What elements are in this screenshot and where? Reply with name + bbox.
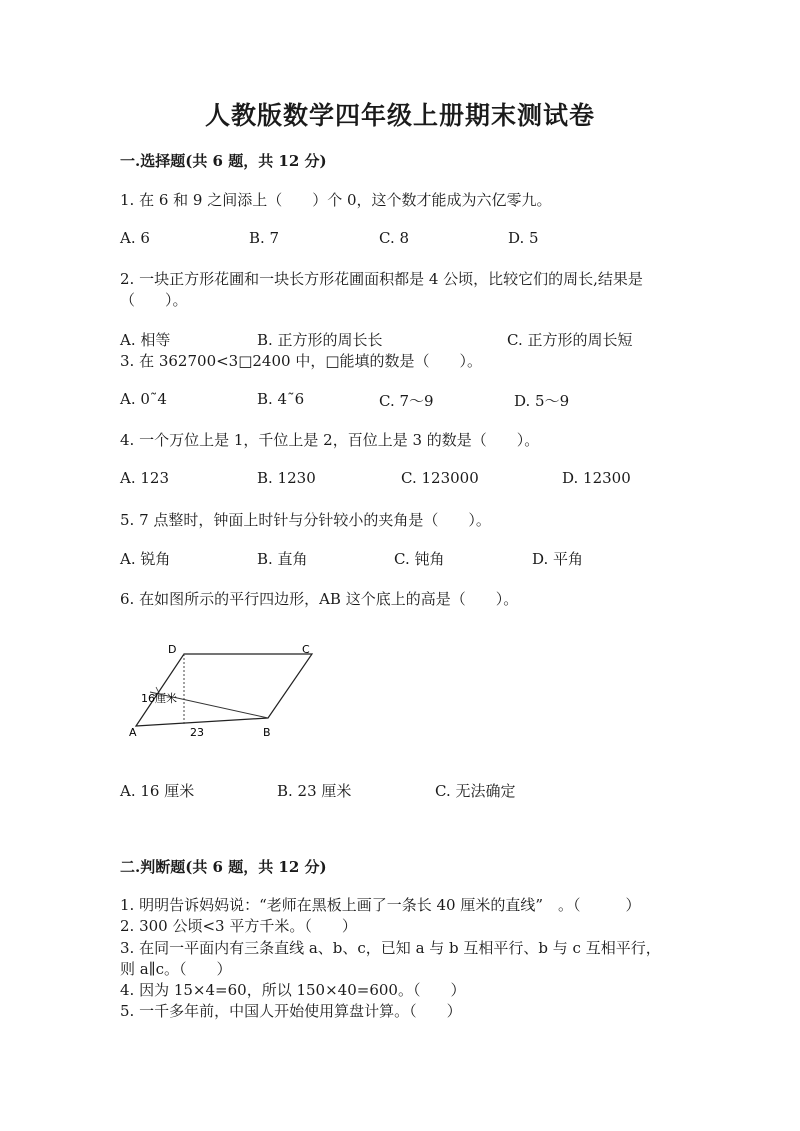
judgment-question-5: 5. 一千多年前，中国人开始使用算盘计算。（ ） <box>120 1002 462 1020</box>
label-c: C <box>302 643 310 656</box>
option-d: D. 5 <box>508 229 539 247</box>
option-a: A. 123 <box>120 469 169 487</box>
label-d: D <box>168 643 177 656</box>
question-1: 1. 在 6 和 9 之间添上（ ）个 0，这个数才能成为六亿零九。 <box>120 191 552 209</box>
option-a: A. 16 厘米 <box>120 782 195 800</box>
judgment-question-4: 4. 因为 15×4=60，所以 150×40=600。（ ） <box>120 981 466 999</box>
parallelogram-outline <box>136 654 312 726</box>
option-a: A. 0˜4 <box>120 390 167 408</box>
option-b: B. 正方形的周长长 <box>257 331 383 349</box>
parallelogram-figure <box>120 635 330 745</box>
question-2: 2. 一块正方形花圃和一块长方形花圃面积都是 4 公顷，比较它们的周长,结果是 <box>120 270 643 288</box>
option-a: A. 锐角 <box>120 550 171 568</box>
option-a: A. 6 <box>120 229 150 247</box>
section-heading-judgment: 二.判断题(共 6 题，共 12 分) <box>120 858 327 876</box>
option-c: C. 8 <box>379 229 410 247</box>
judgment-question-3: 3. 在同一平面内有三条直线 a、b、c，已知 a 与 b 互相平行、b 与 c 互相平行， <box>120 939 661 957</box>
label-a: A <box>129 726 137 739</box>
option-c: C. 正方形的周长短 <box>507 331 633 349</box>
judgment-question-3-continued: 则 a∥c。（ ） <box>120 960 232 978</box>
option-d: D. 5～9 <box>514 392 570 410</box>
option-b: B. 1230 <box>257 469 316 487</box>
question-3: 3. 在 362700<3□2400 中，□能填的数是（ ）。 <box>120 352 483 370</box>
question-2-continued: （ ）。 <box>120 291 188 309</box>
page-title: 人教版数学四年级上册期末测试卷 <box>204 101 595 130</box>
option-b: B. 4˜6 <box>257 390 305 408</box>
label-b: B <box>263 726 271 739</box>
question-5: 5. 7 点整时，钟面上时针与分针较小的夹角是（ ）。 <box>120 511 491 529</box>
height-label: 16厘米 <box>141 692 177 705</box>
base-label: 23 <box>190 726 204 739</box>
option-d: D. 平角 <box>532 550 584 568</box>
question-4: 4. 一个万位上是 1，千位上是 2，百位上是 3 的数是（ ）。 <box>120 431 540 449</box>
option-d: D. 12300 <box>562 469 631 487</box>
option-c: C. 7～9 <box>379 392 434 410</box>
option-b: B. 23 厘米 <box>277 782 352 800</box>
option-b: B. 7 <box>249 229 280 247</box>
option-b: B. 直角 <box>257 550 308 568</box>
option-c: C. 钝角 <box>394 550 445 568</box>
option-c: C. 123000 <box>401 469 479 487</box>
judgment-question-2: 2. 300 公顷<3 平方千米。（ ） <box>120 917 357 935</box>
option-a: A. 相等 <box>120 331 171 349</box>
question-6: 6. 在如图所示的平行四边形，AB 这个底上的高是（ ）。 <box>120 590 519 608</box>
option-c: C. 无法确定 <box>435 782 516 800</box>
section-heading-choice: 一.选择题(共 6 题，共 12 分) <box>120 152 327 170</box>
judgment-question-1: 1. 明明告诉妈妈说：“老师在黑板上画了一条长 40 厘米的直线” 。（ ） <box>120 896 641 914</box>
